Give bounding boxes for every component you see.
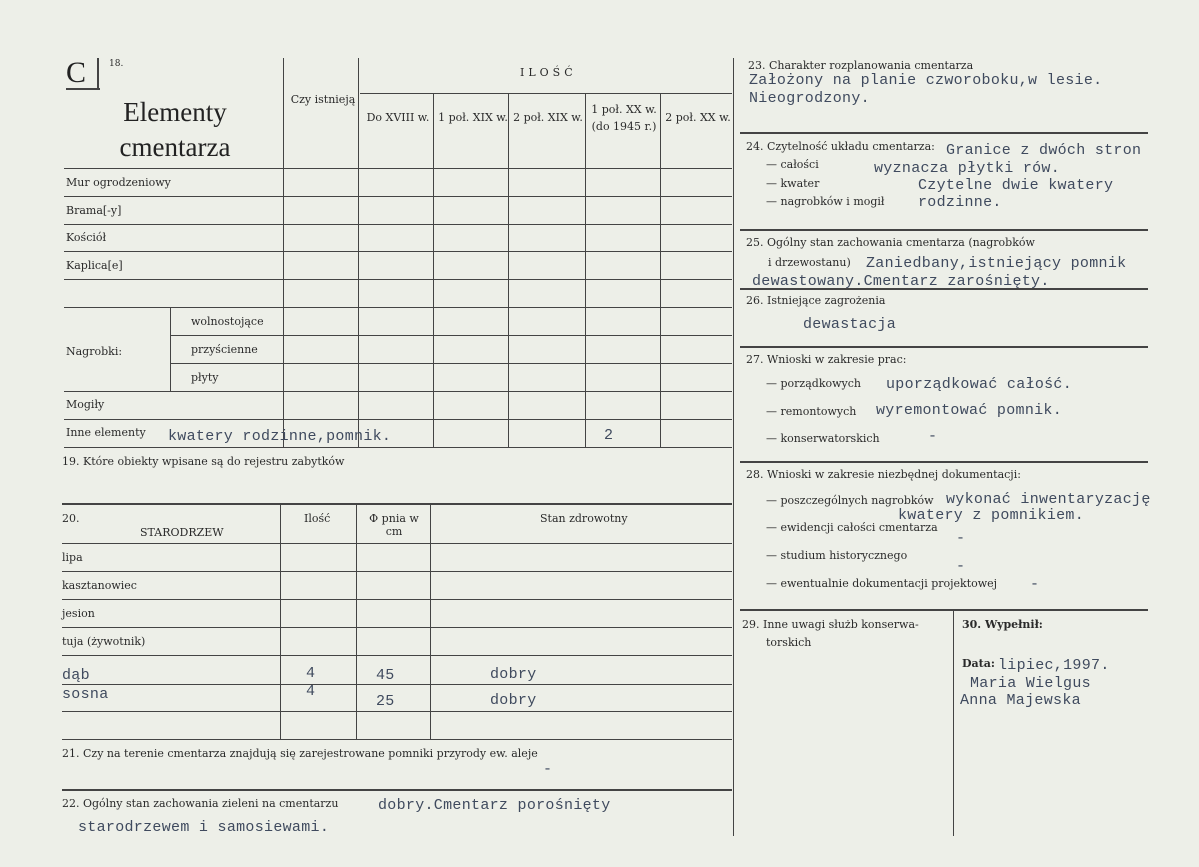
q27-sub-repair: — remontowych xyxy=(766,405,857,418)
q24-sub-quarters: — kwater xyxy=(766,177,820,190)
line xyxy=(62,711,732,712)
line xyxy=(64,224,732,225)
trees-header-health: Stan zdrowotny xyxy=(540,512,628,525)
line xyxy=(62,627,732,628)
q26-label: 26. Istniejące zagrożenia xyxy=(746,294,886,307)
row-church: Kościół xyxy=(66,231,107,244)
letter-bar xyxy=(97,58,99,88)
q21-label: 21. Czy na terenie cmentarza znajdują się zarejestrowane pomniki przyrody ew. aleje xyxy=(62,747,538,760)
line xyxy=(64,419,732,420)
q25-value-2: dewastowany.Cmentarz zarośnięty. xyxy=(752,273,1050,290)
q20-number: 20. xyxy=(62,512,80,525)
header-exists: Czy istnieją xyxy=(290,93,356,106)
other-elements-value: kwatery rodzinne,pomnik. xyxy=(168,428,392,445)
q28-sub-history: — studium historycznego xyxy=(766,549,908,562)
q23-value-1: Założony na planie czworoboku,w lesie. xyxy=(749,72,1103,89)
line xyxy=(62,543,732,544)
tree-ash: jesion xyxy=(62,607,95,620)
line xyxy=(170,307,171,391)
tree-entry-count: 4 xyxy=(306,665,316,682)
row-other: Inne elementy xyxy=(66,426,146,439)
q30-label: 30. Wypełnił: xyxy=(962,618,1043,631)
tree-entry-name: dąb xyxy=(62,667,90,684)
tree-thuja: tuja (żywotnik) xyxy=(62,635,146,648)
q27-label: 27. Wnioski w zakresie prac: xyxy=(746,353,907,366)
line xyxy=(740,288,1148,290)
line xyxy=(953,610,954,836)
line xyxy=(62,684,732,685)
period-0: Do XVIII w. xyxy=(366,111,430,124)
q30-date-label: Data: xyxy=(962,657,995,670)
trees-header-diameter: Φ pnia w cm xyxy=(369,512,419,538)
category-letter: C xyxy=(66,56,87,89)
line xyxy=(740,609,1148,611)
line xyxy=(64,196,732,197)
q30-person-1: Maria Wielgus xyxy=(970,675,1091,692)
q29-label-1: 29. Inne uwagi służb konserwa- xyxy=(742,618,919,631)
q28-sub-records: — ewidencji całości cmentarza xyxy=(766,521,938,534)
q28-sub-gravestones: — poszczególnych nagrobków xyxy=(766,494,934,507)
q28-label: 28. Wnioski w zakresie niezbędnej dokumentacji: xyxy=(746,468,1021,481)
line xyxy=(170,335,732,336)
line xyxy=(508,93,509,447)
tree-entry-name: sosna xyxy=(62,686,109,703)
other-elements-count: 2 xyxy=(604,427,614,444)
q24-value-3: Czytelne dwie kwatery xyxy=(918,177,1114,194)
row-wall: Mur ogrodzeniowy xyxy=(66,176,171,189)
q22-value-2: starodrzewem i samosiewami. xyxy=(78,819,330,836)
tree-chestnut: kasztanowiec xyxy=(62,579,137,592)
line xyxy=(62,655,732,656)
line xyxy=(740,346,1148,348)
tree-entry-count: 4 xyxy=(306,683,316,700)
row-graves: Mogiły xyxy=(66,398,105,411)
line xyxy=(356,503,357,739)
q25-label-1: 25. Ogólny stan zachowania cmentarza (nagrobków xyxy=(746,236,1035,249)
line xyxy=(64,168,732,169)
q28-value-4: - xyxy=(1030,576,1040,593)
title-line-1: Elementy xyxy=(123,97,227,127)
line xyxy=(660,93,661,447)
q26-value: dewastacja xyxy=(803,316,897,333)
line xyxy=(740,229,1148,231)
line xyxy=(430,503,431,739)
q24-value-1: Granice z dwóch stron xyxy=(946,142,1142,159)
line xyxy=(64,279,732,280)
line xyxy=(170,363,732,364)
q19-label: 19. Które obiekty wpisane są do rejestru zabytków xyxy=(62,455,345,468)
line xyxy=(360,93,732,94)
title-line-2: cmentarza xyxy=(119,132,231,162)
line xyxy=(62,599,732,600)
letter-underline xyxy=(66,88,100,90)
line xyxy=(62,739,732,740)
q25-value-1: Zaniedbany,istniejący pomnik xyxy=(866,255,1127,272)
line xyxy=(358,58,359,447)
line xyxy=(585,93,586,447)
q28-value-2: - xyxy=(956,530,966,547)
q24-value-2: wyznacza płytki rów. xyxy=(874,160,1061,177)
trees-header-count: Ilość xyxy=(304,512,331,525)
q21-value: - xyxy=(543,761,553,778)
period-4: 2 poł. XX w. xyxy=(665,111,731,124)
line xyxy=(64,447,732,448)
q28-value-1a: wykonać inwentaryzację xyxy=(946,491,1151,508)
q22-label: 22. Ogólny stan zachowania zieleni na cmentarzu xyxy=(62,797,339,810)
tree-entry-health: dobry xyxy=(490,692,537,709)
q24-label: 24. Czytelność układu cmentarza: xyxy=(746,140,935,153)
line xyxy=(64,391,732,392)
tree-entry-health: dobry xyxy=(490,666,537,683)
q30-person-2: Anna Majewska xyxy=(960,692,1081,709)
line xyxy=(62,571,732,572)
line xyxy=(64,251,732,252)
q27-value-1: uporządkować całość. xyxy=(886,376,1073,393)
q27-sub-cleanup: — porządkowych xyxy=(766,377,861,390)
line xyxy=(740,132,1148,134)
gravestone-slab: płyty xyxy=(191,371,219,384)
line xyxy=(280,503,281,739)
period-3: 1 poł. XX w. (do 1945 r.) xyxy=(591,103,657,133)
gravestone-freestanding: wolnostojące xyxy=(191,315,264,328)
line xyxy=(64,307,732,308)
q30-date: lipiec,1997. xyxy=(998,657,1110,674)
q28-value-3: - xyxy=(956,558,966,575)
q29-label-2: torskich xyxy=(766,636,812,649)
period-1: 1 poł. XIX w. xyxy=(438,111,508,124)
q22-value-1: dobry.Cmentarz porośnięty xyxy=(378,797,611,814)
tree-entry-diameter: 45 xyxy=(376,667,395,684)
q25-label-2: i drzewostanu) xyxy=(768,256,851,269)
tree-lime: lipa xyxy=(62,551,83,564)
q23-label: 23. Charakter rozplanowania cmentarza xyxy=(748,59,974,72)
line xyxy=(433,93,434,447)
row-chapel: Kaplica[e] xyxy=(66,259,123,272)
line xyxy=(740,461,1148,463)
row-gravestones: Nagrobki: xyxy=(66,345,123,358)
line xyxy=(62,503,732,505)
q28-value-1b: kwatery z pomnikiem. xyxy=(898,507,1085,524)
line xyxy=(62,789,732,791)
section-number-18: 18. xyxy=(109,59,124,69)
gravestone-wall: przyścienne xyxy=(191,343,258,356)
q28-sub-project: — ewentualnie dokumentacji projektowej xyxy=(766,577,998,590)
header-quantity: ILOŚĆ xyxy=(520,66,577,79)
q27-value-3: - xyxy=(928,428,938,445)
q27-value-2: wyremontować pomnik. xyxy=(876,402,1063,419)
row-gate: Brama[-y] xyxy=(66,204,122,217)
line xyxy=(283,58,284,447)
q27-sub-conservation: — konserwatorskich xyxy=(766,432,880,445)
q23-value-2: Nieogrodzony. xyxy=(749,90,870,107)
column-divider xyxy=(733,58,734,836)
period-2: 2 poł. XIX w. xyxy=(513,111,583,124)
q24-value-4: rodzinne. xyxy=(918,194,1002,211)
q24-sub-graves: — nagrobków i mogił xyxy=(766,195,885,208)
tree-entry-diameter: 25 xyxy=(376,693,395,710)
trees-header-name: STARODRZEW xyxy=(140,526,224,539)
q24-sub-whole: — całości xyxy=(766,158,819,171)
